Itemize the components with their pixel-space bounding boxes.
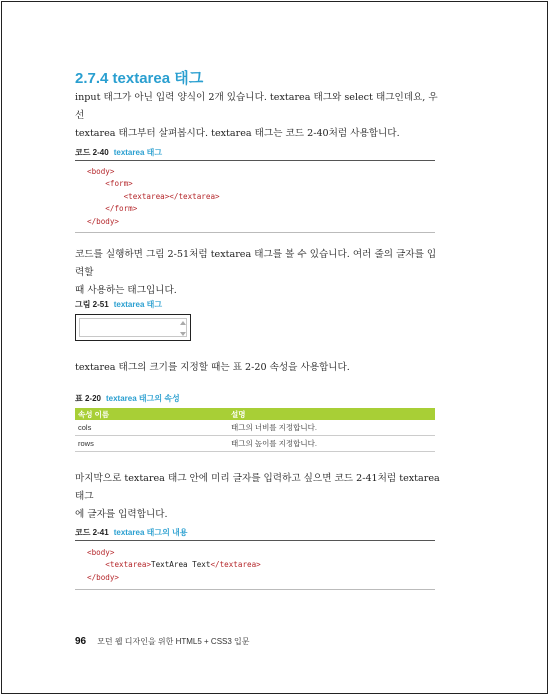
table-cell: 태그의 높이를 지정합니다. bbox=[228, 436, 435, 452]
paragraph-line: 마지막으로 textarea 태그 안에 미리 글자를 입력하고 싶으면 코드 2-41처럼 textarea 태그 bbox=[75, 473, 440, 502]
paragraph-line: 에 글자를 입력합니다. bbox=[75, 509, 168, 520]
body-paragraph bbox=[75, 470, 445, 524]
code-tag: <textarea> bbox=[123, 191, 170, 201]
figure-caption-title: textarea 태그 bbox=[113, 300, 163, 309]
code-line bbox=[87, 559, 261, 571]
code-caption-title: textarea 태그 bbox=[113, 148, 163, 157]
table-cell: rows bbox=[75, 436, 228, 452]
code-tag: </form> bbox=[105, 204, 138, 214]
code-block bbox=[87, 166, 220, 228]
table-header-cell: 설명 bbox=[228, 408, 435, 420]
table-caption-title: textarea 태그의 속성 bbox=[105, 394, 180, 403]
code-caption-title: textarea 태그의 내용 bbox=[113, 528, 188, 537]
code-tag: </body> bbox=[87, 572, 120, 582]
table-caption-number: 표 2-20 bbox=[75, 394, 101, 403]
code-tag: <textarea> bbox=[105, 560, 152, 570]
code-line bbox=[87, 547, 261, 559]
code-text: TextArea Text bbox=[151, 560, 211, 570]
code-line bbox=[87, 166, 220, 178]
code-top-rule bbox=[75, 540, 435, 541]
textarea-scrollbar[interactable] bbox=[179, 319, 187, 338]
table-cell: cols bbox=[75, 420, 228, 436]
paragraph-line: textarea 태그의 크기를 지정할 때는 표 2-20 속성을 사용합니다. bbox=[75, 362, 350, 373]
code-tag: </body> bbox=[87, 216, 120, 226]
code-tag: </textarea> bbox=[169, 191, 220, 201]
code-line bbox=[87, 203, 220, 215]
table-cell: 태그의 너비를 지정합니다. bbox=[228, 420, 435, 436]
code-caption-number: 코드 2-41 bbox=[75, 528, 109, 537]
code-caption bbox=[75, 527, 187, 538]
intro-line: input 태그가 아닌 입력 양식이 2개 있습니다. textarea 태그와 select 태그인데요, 우선 bbox=[75, 92, 438, 121]
paragraph-line: 때 사용하는 태그입니다. bbox=[75, 285, 177, 296]
table-row bbox=[75, 436, 435, 452]
table-caption bbox=[75, 393, 180, 404]
figure-caption-number: 그림 2-51 bbox=[75, 300, 109, 309]
code-line bbox=[87, 178, 220, 190]
code-tag: <form> bbox=[105, 179, 133, 189]
code-line bbox=[87, 572, 261, 584]
body-paragraph bbox=[75, 246, 445, 300]
code-tag: </textarea> bbox=[210, 560, 261, 570]
code-line bbox=[87, 191, 220, 203]
intro-line: textarea 태그부터 살펴봅시다. textarea 태그는 코드 2-40처럼 사용합니다. bbox=[75, 128, 400, 139]
code-caption-number: 코드 2-40 bbox=[75, 148, 109, 157]
page-footer bbox=[75, 636, 250, 647]
book-title: 모던 웹 디자인을 위한 HTML5 + CSS3 입문 bbox=[97, 637, 250, 646]
table-header-row bbox=[75, 408, 435, 420]
section-title: 2.7.4 textarea 태그 bbox=[75, 70, 204, 87]
code-bottom-rule bbox=[75, 589, 435, 590]
page-number: 96 bbox=[75, 636, 87, 647]
textarea-field[interactable] bbox=[79, 318, 187, 337]
textarea-figure bbox=[75, 314, 191, 341]
code-tag: <body> bbox=[87, 167, 115, 176]
code-caption bbox=[75, 147, 162, 158]
code-top-rule bbox=[75, 160, 435, 161]
table-header-cell: 속성 이름 bbox=[75, 408, 228, 420]
attribute-table bbox=[75, 408, 435, 452]
code-bottom-rule bbox=[75, 232, 435, 233]
code-line bbox=[87, 216, 220, 228]
intro-paragraph bbox=[75, 89, 445, 143]
table-row bbox=[75, 420, 435, 436]
body-paragraph bbox=[75, 359, 445, 377]
paragraph-line: 코드를 실행하면 그림 2-51처럼 textarea 태그를 볼 수 있습니다. 여러 줄의 글자를 입력할 bbox=[75, 249, 437, 278]
scroll-down-arrow-icon[interactable] bbox=[180, 332, 186, 336]
code-block bbox=[87, 547, 261, 584]
figure-caption bbox=[75, 299, 162, 310]
scroll-up-arrow-icon[interactable] bbox=[180, 321, 186, 325]
code-tag: <body> bbox=[87, 548, 115, 557]
